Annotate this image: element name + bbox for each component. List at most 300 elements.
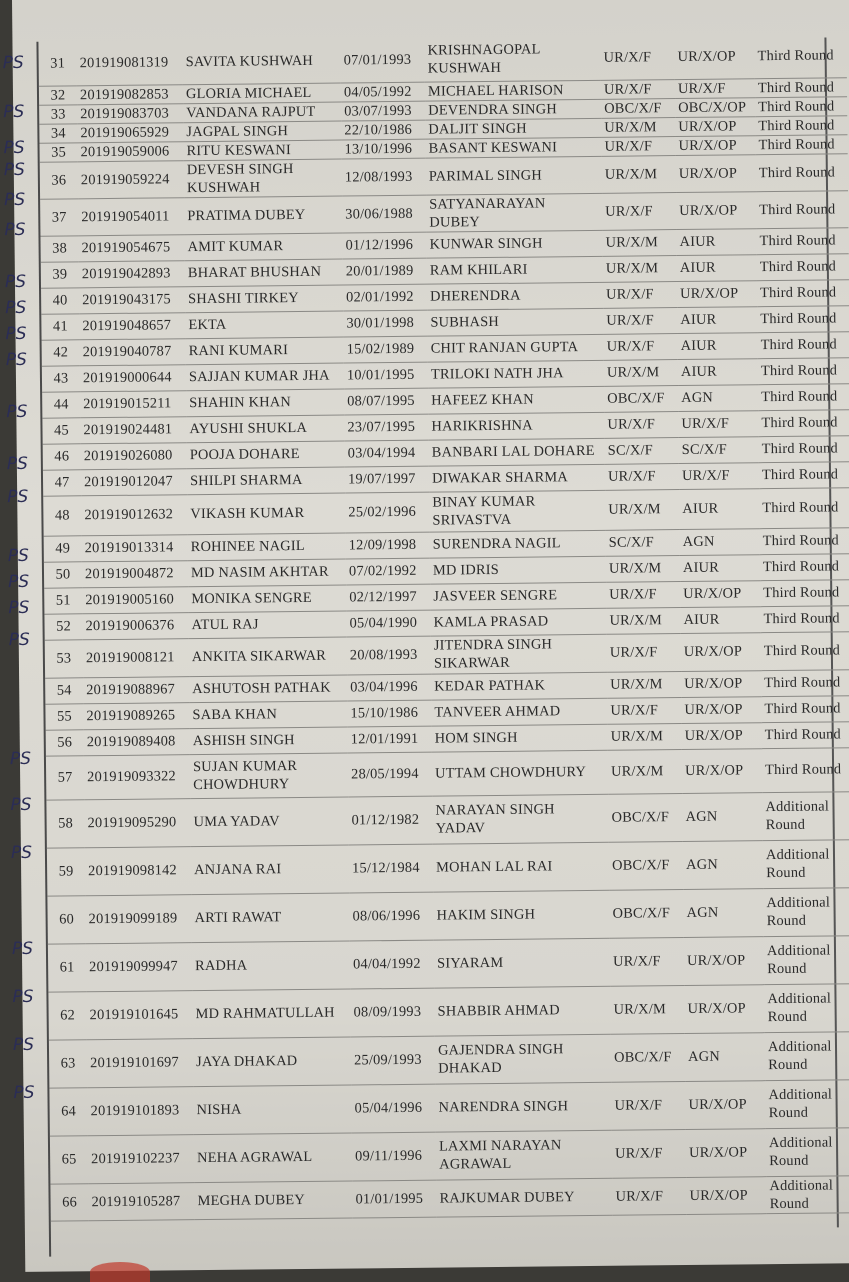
date-of-birth: 15/02/1989 (344, 336, 428, 363)
handwritten-ps-mark: PS (6, 453, 29, 475)
date-of-birth: 12/01/1991 (348, 726, 432, 753)
round: Third Round (755, 134, 847, 154)
father-name: BASANT KESWANI (425, 137, 601, 158)
serial-number: 31 (38, 41, 76, 85)
serial-number: 43 (42, 365, 80, 391)
round: Additional Round (766, 1127, 849, 1176)
handwritten-ps-mark: PS (12, 986, 34, 1008)
date-of-birth: 09/11/1996 (352, 1132, 436, 1181)
candidate-name: MONIKA SENGRE (188, 585, 346, 613)
date-of-birth: 12/08/1993 (342, 158, 426, 196)
category: UR/X/F (602, 192, 676, 230)
application-number: 201919089265 (83, 702, 189, 729)
application-number: 201919054011 (78, 197, 184, 235)
serial-number: 49 (44, 535, 82, 561)
date-of-birth: 15/12/1984 (349, 844, 433, 893)
category: UR/X/F (604, 333, 678, 360)
application-number: 201919101645 (86, 990, 192, 1039)
date-of-birth: 03/04/1996 (347, 674, 431, 701)
date-of-birth: 13/10/1996 (341, 139, 425, 159)
candidate-name: SAJJAN KUMAR JHA (186, 363, 344, 391)
father-name: DHERENDRA (427, 282, 603, 310)
application-number: 201919102237 (88, 1134, 194, 1183)
father-name: HAFEEZ KHAN (428, 386, 604, 414)
candidate-name: NEHA AGRAWAL (194, 1133, 352, 1183)
serial-number: 47 (43, 469, 81, 495)
allotted-category: AIUR (680, 554, 760, 581)
date-of-birth: 30/06/1988 (342, 195, 426, 233)
document-page (2, 0, 849, 1272)
application-number: 201919099947 (86, 942, 192, 991)
round: Third Round (757, 305, 849, 332)
category: OBC/X/F (611, 1033, 685, 1082)
candidate-name: SAVITA KUSHWAH (182, 39, 340, 85)
handwritten-ps-mark: PS (6, 401, 28, 423)
application-number: 201919008121 (83, 638, 189, 677)
table-row (49, 1079, 849, 1135)
date-of-birth: 05/04/1990 (346, 610, 430, 637)
date-of-birth: 03/04/1994 (345, 440, 429, 467)
candidate-name: JAGPAL SINGH (183, 121, 341, 142)
category: UR/X/F (610, 937, 684, 986)
allotted-category: UR/X/OP (686, 1128, 766, 1177)
date-of-birth: 02/01/1992 (343, 284, 427, 311)
allotted-category: AGN (683, 840, 763, 889)
category: UR/X/M (608, 723, 682, 750)
candidate-name: ANKITA SIKARWAR (189, 637, 347, 677)
father-name: MICHAEL HARISON (425, 80, 601, 101)
handwritten-ps-mark: PS (8, 629, 30, 651)
serial-number: 50 (44, 561, 82, 587)
application-number: 201919026080 (81, 442, 187, 469)
application-number: 201919098142 (85, 846, 191, 895)
round: Additional Round (765, 1031, 849, 1080)
allotted-category: AIUR (676, 228, 756, 255)
round: Third Round (755, 77, 847, 97)
candidate-name: JAYA DHAKAD (193, 1037, 351, 1087)
father-name: SUBHASH (427, 308, 603, 336)
candidate-name: AYUSHI SHUKLA (186, 415, 344, 443)
application-number: 201919054675 (78, 234, 184, 261)
candidate-name: RITU KESWANI (183, 140, 341, 161)
candidate-name: ANJANA RAI (191, 845, 349, 895)
handwritten-ps-mark: PS (3, 159, 25, 181)
category: OBC/X/F (601, 98, 675, 118)
allotted-category: OBC/X/OP (675, 97, 755, 117)
application-number: 201919024481 (80, 416, 186, 443)
date-of-birth: 07/02/1992 (346, 558, 430, 585)
father-name: HOM SINGH (432, 724, 608, 752)
round: Third Round (756, 227, 848, 254)
allotted-category: UR/X/OP (684, 984, 764, 1033)
candidate-name: RADHA (192, 941, 350, 991)
round: Third Round (757, 253, 849, 280)
allotted-category: AIUR (679, 488, 759, 529)
allotted-category: UR/X/OP (681, 632, 761, 671)
application-number: 201919099189 (85, 894, 191, 943)
round: Third Round (761, 669, 849, 696)
category: UR/X/M (606, 555, 680, 582)
category: UR/X/F (611, 1081, 685, 1130)
father-name: KRISHNAGOPAL KUSHWAH (424, 36, 600, 82)
father-name: PARIMAL SINGH (426, 156, 602, 195)
round: Third Round (755, 96, 847, 116)
round: Third Round (756, 190, 848, 228)
serial-number: 41 (41, 313, 79, 339)
serial-number: 40 (41, 287, 79, 313)
round: Third Round (759, 435, 849, 462)
candidate-name: PRATIMA DUBEY (184, 196, 342, 235)
category: UR/X/F (607, 697, 681, 724)
allotted-category: UR/X/OP (682, 722, 762, 749)
handwritten-ps-mark: PS (3, 101, 25, 123)
round: Third Round (760, 579, 849, 606)
date-of-birth: 08/09/1993 (350, 988, 434, 1037)
category: UR/X/F (603, 281, 677, 308)
round: Additional Round (763, 887, 849, 936)
category: UR/X/F (604, 411, 678, 438)
date-of-birth: 25/09/1993 (351, 1036, 435, 1085)
father-name: GAJENDRA SINGH DHAKAD (435, 1034, 611, 1084)
serial-number: 58 (46, 799, 85, 847)
date-of-birth: 02/12/1997 (346, 584, 430, 611)
round: Additional Round (765, 1079, 849, 1128)
candidate-name: MEGHA DUBEY (194, 1181, 352, 1220)
table-row (48, 983, 849, 1039)
date-of-birth: 08/06/1996 (349, 892, 433, 941)
serial-number: 35 (39, 142, 77, 161)
application-number: 201919006376 (82, 612, 188, 639)
father-name: DALJIT SINGH (425, 118, 601, 139)
father-name: TRILOKI NATH JHA (428, 360, 604, 388)
allotted-category: UR/X/F (678, 410, 758, 437)
serial-number: 62 (48, 991, 87, 1039)
round: Third Round (758, 383, 849, 410)
round: Additional Round (764, 983, 849, 1032)
handwritten-ps-mark: PS (13, 1082, 35, 1104)
father-name: LAXMI NARAYAN AGRAWAL (436, 1130, 612, 1180)
handwritten-ps-mark: PS (11, 938, 34, 960)
application-number: 201919012047 (81, 468, 187, 495)
date-of-birth: 20/08/1993 (347, 636, 431, 675)
application-number: 201919089408 (84, 728, 190, 755)
application-number: 201919000644 (80, 364, 186, 391)
candidate-name: NISHA (193, 1085, 351, 1135)
handwritten-ps-mark: PS (5, 349, 27, 371)
date-of-birth: 25/02/1996 (345, 492, 429, 533)
allotted-category: UR/X/F (675, 78, 755, 98)
category: UR/X/F (612, 1177, 686, 1215)
father-name: SIYARAM (434, 938, 610, 988)
application-number: 201919042893 (79, 260, 185, 287)
serial-number: 36 (40, 161, 78, 198)
date-of-birth: 22/10/1986 (341, 120, 425, 140)
category: OBC/X/F (608, 793, 682, 842)
candidate-name: RANI KUMARI (186, 337, 344, 365)
category: UR/X/M (601, 117, 675, 137)
serial-number: 45 (42, 417, 80, 443)
date-of-birth: 04/04/1992 (350, 940, 434, 989)
allotted-category: AGN (680, 528, 760, 555)
category: UR/X/M (606, 607, 680, 634)
candidate-name: ATUL RAJ (188, 611, 346, 639)
father-name: KUNWAR SINGH (426, 230, 602, 258)
category: UR/X/F (601, 79, 675, 99)
application-number: 201919059224 (78, 160, 184, 198)
date-of-birth: 08/07/1995 (344, 388, 428, 415)
allotted-category: AGN (678, 384, 758, 411)
candidate-name: SABA KHAN (189, 701, 347, 729)
father-name: JASVEER SENGRE (430, 582, 606, 610)
serial-number: 65 (50, 1135, 89, 1183)
serial-number: 59 (47, 847, 86, 895)
handwritten-ps-mark: PS (3, 137, 25, 159)
date-of-birth: 05/04/1996 (351, 1084, 435, 1133)
handwritten-ps-mark: PS (5, 297, 27, 319)
handwritten-ps-mark: PS (2, 52, 24, 74)
allotted-category: UR/X/OP (681, 696, 761, 723)
father-name: KAMLA PRASAD (430, 608, 606, 636)
candidate-name: ASHUTOSH PATHAK (189, 675, 347, 703)
allotted-category: AGN (682, 792, 762, 841)
date-of-birth: 12/09/1998 (346, 532, 430, 559)
candidate-name: SUJAN KUMAR CHOWDHURY (190, 753, 348, 799)
candidate-name: SHILPI SHARMA (187, 467, 345, 495)
date-of-birth: 03/07/1993 (341, 101, 425, 121)
date-of-birth: 01/12/1996 (342, 232, 426, 259)
date-of-birth: 04/05/1992 (341, 82, 425, 102)
father-name: RAJKUMAR DUBEY (436, 1178, 612, 1217)
serial-number: 63 (49, 1039, 88, 1087)
round: Additional Round (762, 791, 849, 840)
handwritten-ps-mark: PS (12, 1034, 35, 1056)
allotted-category: UR/X/OP (685, 1080, 765, 1129)
round: Third Round (758, 357, 849, 384)
category: UR/X/M (604, 359, 678, 386)
application-number: 201919065929 (77, 122, 183, 142)
serial-number: 53 (45, 639, 83, 677)
application-number: 201919088967 (83, 676, 189, 703)
date-of-birth: 20/01/1989 (343, 258, 427, 285)
category: UR/X/F (600, 35, 674, 80)
date-of-birth: 30/01/1998 (343, 310, 427, 337)
allotted-category: UR/X/OP (682, 748, 762, 793)
table-row (46, 791, 849, 847)
date-of-birth: 07/01/1993 (340, 38, 424, 83)
father-name: HAKIM SINGH (433, 890, 609, 940)
father-name: NARENDRA SINGH (435, 1082, 611, 1132)
candidate-name: POOJA DOHARE (187, 441, 345, 469)
category: UR/X/F (603, 307, 677, 334)
serial-number: 64 (49, 1087, 88, 1135)
father-name: KEDAR PATHAK (431, 672, 607, 700)
application-number: 201919101697 (87, 1038, 193, 1087)
allotted-category: UR/X/OP (677, 280, 757, 307)
handwritten-ps-mark: PS (3, 189, 26, 211)
handwritten-ps-mark: PS (10, 794, 32, 816)
father-name: TANVEER AHMAD (431, 698, 607, 726)
application-number: 201919012632 (81, 494, 187, 535)
candidate-table (38, 33, 849, 1221)
round: Third Round (762, 721, 849, 748)
category: UR/X/M (605, 489, 679, 530)
table-row (50, 1127, 849, 1183)
round: Third Round (757, 279, 849, 306)
allotted-category: UR/X/OP (676, 191, 756, 229)
allotted-category: UR/X/OP (675, 135, 755, 155)
serial-number: 32 (39, 85, 77, 104)
candidate-name: EKTA (185, 311, 343, 339)
candidate-rows (38, 33, 849, 1220)
handwritten-ps-mark: PS (5, 323, 27, 345)
serial-number: 46 (43, 443, 81, 469)
round: Additional Round (764, 935, 849, 984)
round: Third Round (759, 487, 849, 528)
serial-number: 37 (40, 198, 78, 235)
candidate-name: SHAHIN KHAN (186, 389, 344, 417)
serial-number: 66 (50, 1183, 88, 1220)
date-of-birth: 15/10/1986 (347, 700, 431, 727)
serial-number: 39 (41, 261, 79, 287)
candidate-name: MD RAHMATULLAH (192, 989, 350, 1039)
round: Third Round (759, 461, 849, 488)
serial-number: 56 (46, 729, 84, 755)
application-number: 201919082853 (77, 84, 183, 104)
category: UR/X/M (607, 671, 681, 698)
father-name: SHABBIR AHMAD (434, 986, 610, 1036)
candidate-name: ROHINEE NAGIL (188, 533, 346, 561)
serial-number: 60 (47, 895, 86, 943)
application-number: 201919059006 (77, 141, 183, 161)
serial-number: 38 (40, 235, 78, 261)
allotted-category: AIUR (678, 358, 758, 385)
father-name: UTTAM CHOWDHURY (432, 750, 608, 796)
serial-number: 61 (48, 943, 87, 991)
handwritten-ps-mark: PS (8, 597, 30, 619)
round: Third Round (760, 605, 849, 632)
category: UR/X/F (605, 463, 679, 490)
round: Third Round (761, 695, 849, 722)
category: OBC/X/F (604, 385, 678, 412)
father-name: SURENDRA NAGIL (430, 530, 606, 558)
serial-number: 54 (45, 677, 83, 703)
application-number: 201919101893 (87, 1086, 193, 1135)
application-number: 201919048657 (79, 312, 185, 339)
round: Third Round (754, 33, 846, 78)
serial-number: 51 (44, 587, 82, 613)
allotted-category: UR/X/OP (675, 116, 755, 136)
category: OBC/X/F (609, 841, 683, 890)
father-name: DIWAKAR SHARMA (429, 464, 605, 492)
round: Third Round (758, 331, 849, 358)
application-number: 201919095290 (84, 798, 190, 847)
allotted-category: AIUR (677, 306, 757, 333)
candidate-name: GLORIA MICHAEL (183, 83, 341, 104)
father-name: MD IDRIS (430, 556, 606, 584)
father-name: JITENDRA SINGH SIKARWAR (431, 634, 607, 674)
category: UR/X/M (603, 255, 677, 282)
category: SC/X/F (605, 437, 679, 464)
allotted-category: UR/X/OP (674, 34, 754, 79)
candidate-name: VANDANA RAJPUT (183, 102, 341, 123)
handwritten-ps-mark: PS (10, 842, 33, 864)
allotted-category: SC/X/F (679, 436, 759, 463)
serial-number: 55 (45, 703, 83, 729)
application-number: 201919004872 (82, 560, 188, 587)
category: UR/X/F (607, 633, 681, 672)
application-number: 201919043175 (79, 286, 185, 313)
serial-number: 42 (42, 339, 80, 365)
round: Additional Round (766, 1175, 849, 1213)
category: UR/X/M (602, 229, 676, 256)
handwritten-ps-mark: PS (9, 748, 32, 770)
serial-number: 34 (39, 123, 77, 142)
father-name: MOHAN LAL RAI (433, 842, 609, 892)
father-name: SATYANARAYAN DUBEY (426, 193, 602, 232)
candidate-name: UMA YADAV (190, 797, 348, 847)
application-number: 201919013314 (82, 534, 188, 561)
category: UR/X/F (601, 136, 675, 156)
father-name: BANBARI LAL DOHARE (429, 438, 605, 466)
category: UR/X/F (606, 581, 680, 608)
category: SC/X/F (606, 529, 680, 556)
serial-number: 33 (39, 104, 77, 123)
father-name: RAM KHILARI (427, 256, 603, 284)
application-number: 201919015211 (80, 390, 186, 417)
round: Third Round (755, 115, 847, 135)
table-row (47, 887, 849, 943)
allotted-category: AGN (683, 888, 763, 937)
application-number: 201919105287 (88, 1182, 194, 1220)
table-row (50, 1175, 849, 1220)
serial-number: 52 (44, 613, 82, 639)
father-name: BINAY KUMAR SRIVASTVA (429, 490, 605, 532)
father-name: CHIT RANJAN GUPTA (428, 334, 604, 362)
round: Third Round (756, 153, 848, 191)
application-number: 201919040787 (80, 338, 186, 365)
candidate-name: VIKASH KUMAR (187, 493, 345, 535)
candidate-name: ASHISH SINGH (190, 727, 348, 755)
allotted-category: AIUR (678, 332, 758, 359)
round: Additional Round (763, 839, 849, 888)
application-number: 201919093322 (84, 754, 190, 799)
father-name: NARAYAN SINGH YADAV (432, 794, 608, 844)
allotted-category: UR/X/OP (686, 1176, 766, 1214)
allotted-category: UR/X/OP (676, 154, 756, 192)
table-row (48, 935, 849, 991)
allotted-category: AIUR (677, 254, 757, 281)
date-of-birth: 23/07/1995 (344, 414, 428, 441)
father-name: HARIKRISHNA (428, 412, 604, 440)
round: Third Round (760, 527, 849, 554)
round: Third Round (760, 553, 849, 580)
application-number: 201919081319 (76, 40, 182, 85)
date-of-birth: 01/01/1995 (352, 1180, 436, 1218)
page-corner-object (90, 1262, 150, 1282)
candidate-name: AMIT KUMAR (184, 233, 342, 261)
father-name: DEVENDRA SINGH (425, 99, 601, 120)
category: UR/X/M (602, 155, 676, 193)
allotted-category: AIUR (680, 606, 760, 633)
handwritten-ps-mark: PS (7, 545, 29, 567)
candidate-name: ARTI RAWAT (191, 893, 349, 943)
candidate-name: BHARAT BHUSHAN (185, 259, 343, 287)
allotted-category: AGN (685, 1032, 765, 1081)
candidate-name: DEVESH SINGH KUSHWAH (184, 159, 342, 198)
category: OBC/X/F (609, 889, 683, 938)
category: UR/X/M (610, 985, 684, 1034)
date-of-birth: 28/05/1994 (348, 752, 432, 797)
